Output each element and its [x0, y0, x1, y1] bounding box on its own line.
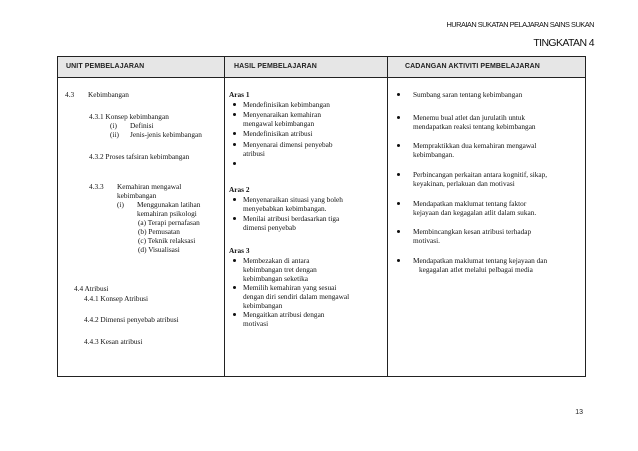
list-marker: (i) [117, 200, 124, 209]
subunit-4-3-2: 4.3.2 Proses tafsiran kebimbangan [89, 152, 190, 161]
column-divider-2 [387, 57, 388, 376]
bullet-icon [233, 259, 236, 262]
list-item-cont: kegagalan atlet melalui pelbagai media [419, 265, 533, 274]
list-item-cont: mengawal kebimbangan [243, 119, 315, 128]
list-item: Menilai atribusi berdasarkan tiga [243, 214, 340, 223]
bullet-icon [233, 162, 236, 165]
list-item: (a) Terapi pernafasan [138, 218, 200, 227]
list-item: Mendapatkan maklumat tentang kejayaan dan [413, 256, 548, 265]
list-item: Sumbang saran tentang kebimbangan [413, 90, 523, 99]
bullet-icon [233, 132, 236, 135]
list-item: Mendapatkan maklumat tentang faktor [413, 199, 527, 208]
subunit-4-3-3-title: Kemahiran mengawal [117, 182, 182, 191]
document-header-level: TINGKATAN 4 [533, 37, 594, 49]
aras-2-heading: Aras 2 [229, 185, 250, 194]
list-item: Menyenaraikan situasi yang boleh [243, 195, 343, 204]
bullet-icon [233, 286, 236, 289]
column-header-aktiviti: CADANGAN AKTIVITI PEMBELAJARAN [405, 63, 540, 70]
list-item-cont: motivasi [243, 319, 269, 328]
list-item: Jenis-jenis kebimbangan [130, 130, 202, 139]
list-item: Menyenaraikan kemahiran [243, 110, 321, 119]
list-item: Mengaitkan atribusi dengan [243, 310, 325, 319]
list-item-cont: kejayaan dan kegagalan atlit dalam sukan. [413, 208, 537, 217]
list-item-cont: dengan diri sendiri dalam mengawal [243, 292, 350, 301]
table-header-row [58, 57, 585, 78]
bullet-icon [397, 202, 400, 205]
page-number: 13 [575, 409, 583, 416]
bullet-icon [233, 313, 236, 316]
bullet-icon [397, 259, 400, 262]
list-item-cont: kebimbangan. [413, 150, 455, 159]
subunit-4-3-3-title-cont: kebimbangan [117, 191, 157, 200]
subunit-4-3-1: 4.3.1 Konsep kebimbangan [89, 112, 169, 121]
column-header-unit: UNIT PEMBELAJARAN [66, 63, 145, 70]
list-item: Menyenarai dimensi penyebab [243, 140, 333, 149]
bullet-icon [233, 113, 236, 116]
list-item-cont: motivasi. [413, 236, 440, 245]
bullet-icon [397, 144, 400, 147]
unit-number: 4.3 [65, 90, 75, 99]
bullet-icon [233, 217, 236, 220]
list-item: (b) Pemusatan [138, 227, 180, 236]
bullet-icon [397, 116, 400, 119]
list-item: Menemu bual atlet dan jurulatih untuk [413, 113, 526, 122]
bullet-icon [397, 173, 400, 176]
unit-title: Kebimbangan [88, 90, 129, 99]
list-item-cont: kemahiran psikologi [137, 209, 197, 218]
subunit-4-4-3: 4.4.3 Kesan atribusi [84, 337, 143, 346]
bullet-icon [397, 93, 400, 96]
syllabus-table [57, 56, 586, 377]
list-item-cont: kebimbangan seketika [243, 274, 309, 283]
list-item-cont: keyakinan, perlakuan dan motivasi [413, 179, 515, 188]
list-item-cont: dimensi penyebab [243, 223, 296, 232]
list-marker: (ii) [110, 130, 119, 139]
list-item: Mempraktikkan dua kemahiran mengawal [413, 141, 537, 150]
list-item: Perbincangan perkaitan antara kognitif, sikap, [413, 170, 548, 179]
subunit-4-4-1: 4.4.1 Konsep Atribusi [84, 294, 149, 303]
bullet-icon [233, 143, 236, 146]
list-item: Membincangkan kesan atribusi terhadap [413, 227, 532, 236]
column-divider-1 [224, 57, 225, 376]
list-item: (c) Teknik relaksasi [138, 236, 196, 245]
list-marker: (i) [110, 121, 117, 130]
list-item-cont: mendapatkan reaksi tentang kebimbangan [413, 122, 536, 131]
list-item: (d) Visualisasi [138, 245, 180, 254]
list-item: Memilih kemahiran yang sesuai [243, 283, 337, 292]
list-item: Mendefinisikan atribusi [243, 129, 313, 138]
column-header-hasil: HASIL PEMBELAJARAN [234, 63, 317, 70]
list-item: Definisi [130, 121, 154, 130]
subunit-4-4-2: 4.4.2 Dimensi penyebab atribusi [84, 315, 179, 324]
aras-1-heading: Aras 1 [229, 90, 250, 99]
subunit-4-3-3-number: 4.3.3 [89, 182, 104, 191]
aras-3-heading: Aras 3 [229, 246, 250, 255]
unit-4-4-title: 4.4 Atribusi [74, 284, 109, 293]
bullet-icon [233, 103, 236, 106]
list-item: Menggunakan latihan [137, 200, 201, 209]
bullet-icon [397, 230, 400, 233]
list-item-cont: kebimbangan tret dengan [243, 265, 317, 274]
list-item-cont: atribusi [243, 149, 265, 158]
document-header-title: HURAIAN SUKATAN PELAJARAN SAINS SUKAN [446, 20, 594, 29]
list-item-cont: menyebabkan kebimbangan. [243, 204, 327, 213]
bullet-icon [233, 198, 236, 201]
list-item-cont: kebimbangan [243, 301, 283, 310]
list-item: Mendefinisikan kebimbangan [243, 100, 330, 109]
list-item: Membezakan di antara [243, 256, 310, 265]
